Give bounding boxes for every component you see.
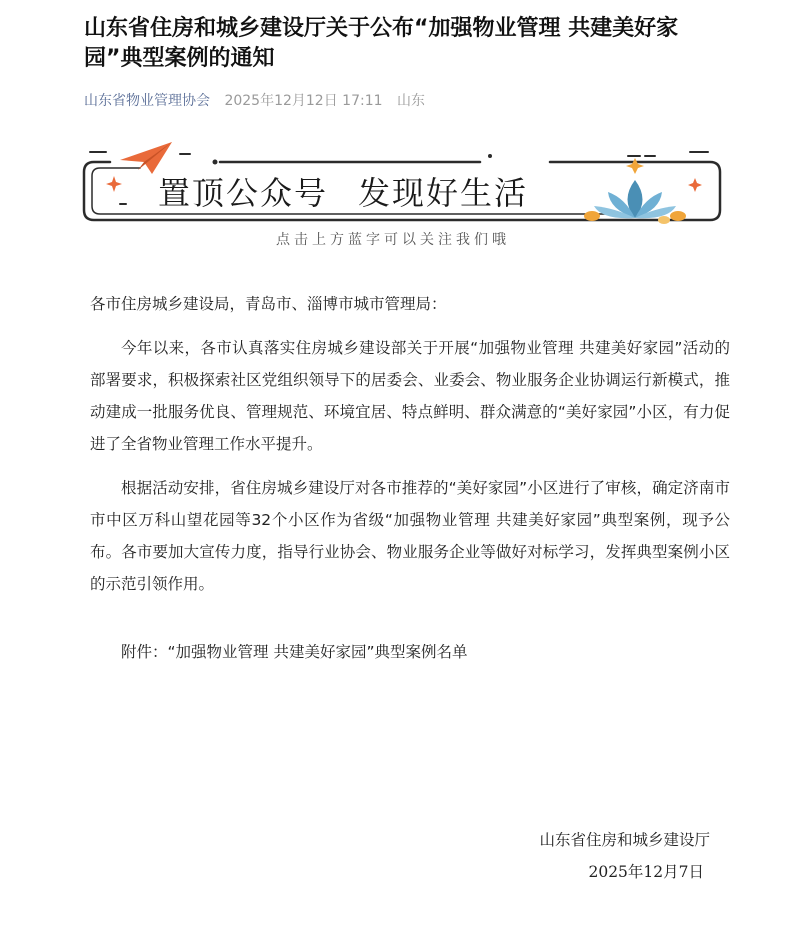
follow-banner[interactable] (80, 140, 725, 255)
signature-date: 2025年12月7日 (588, 863, 704, 881)
banner-title-right: 发现好生活 (358, 174, 529, 212)
article-title: 山东省住房和城乡建设厅关于公布“加强物业管理 共建美好家园”典型案例的通知 (84, 16, 679, 71)
salutation: 各市住房城乡建设局，青岛市、淄博市城市管理局： (90, 295, 447, 313)
attachment-line: 附件：“加强物业管理 共建美好家园”典型案例名单 (121, 643, 468, 661)
signature-org: 山东省住房和城乡建设厅 (539, 831, 710, 849)
banner-title-left: 置顶公众号 (158, 174, 329, 212)
publish-datetime: 2025年12月12日 17:11 (224, 93, 383, 109)
article-body (90, 288, 730, 680)
article-meta (84, 91, 425, 111)
author-link[interactable]: 山东省物业管理协会 (84, 93, 210, 109)
publish-location: 山东 (396, 93, 425, 109)
banner-title (158, 173, 528, 213)
paragraph-2: 根据活动安排，省住房城乡建设厅对各市推荐的“美好家园”小区进行了审核，确定济南市市中区万科山望花园等32个小区作为省级“加强物业管理 共建美好家园”典型案例，现予公布。各市要加大宣传力度，指导行业协会、物业服务企业等做好对标学习，发挥典型案例小区的示范引领作用。 (90, 479, 730, 593)
paragraph-1: 今年以来，各市认真落实住房城乡建设部关于开展“加强物业管理 共建美好家园”活动的部署要求，积极探索社区党组织领导下的居委会、业委会、物业服务企业协调运行新模式，推动建成一批服务优良、管理规范、环境宜居、特点鲜明、群众满意的“美好家园”小区，有力促进了全省物业管理工作水平提升。 (90, 339, 730, 453)
lotus-icon (580, 150, 690, 230)
banner-subtitle: 点击上方蓝字可以关注我们哦 (276, 232, 510, 248)
